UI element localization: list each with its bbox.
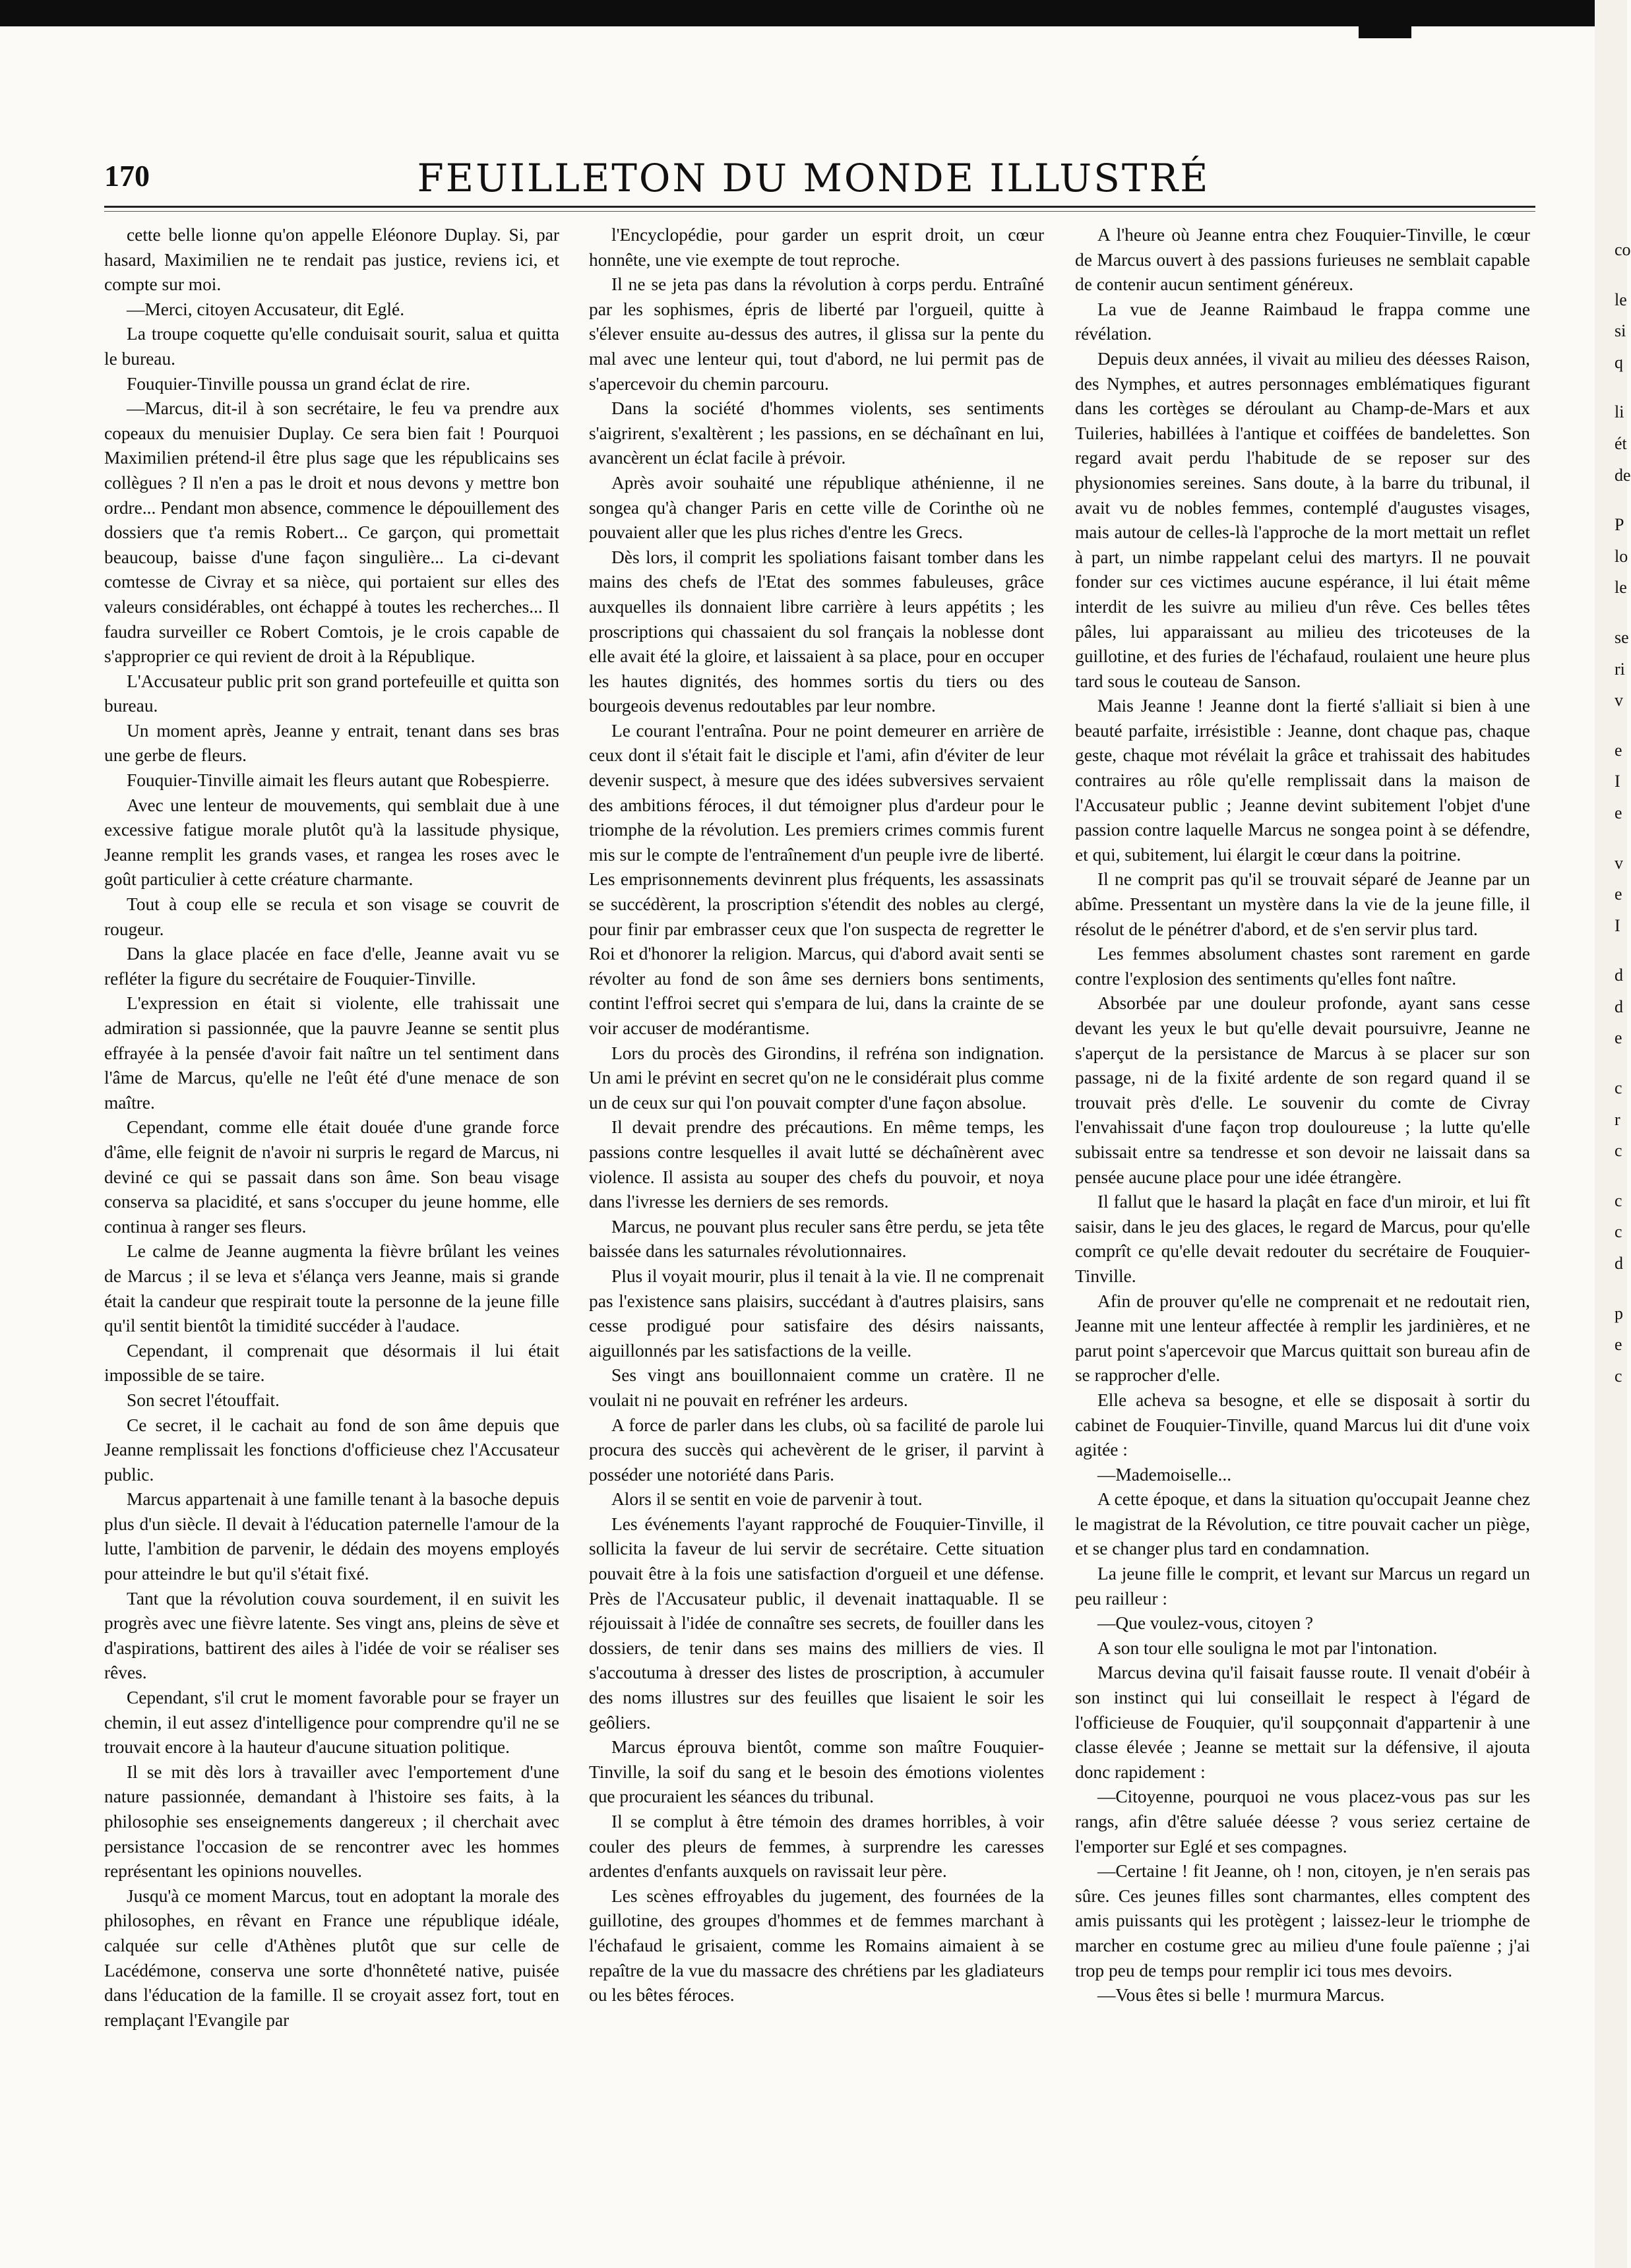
paragraph: Avec une lenteur de mouvements, qui semblait due à une excessive fatigue morale plutôt qu'à la lassitude physique, Jeanne remplit les grands vases, et rangea les roses avec le goût particulier à cette créature charmante.: [104, 795, 559, 890]
paragraph: Cependant, comme elle était douée d'une grande force d'âme, elle feignit de n'avoir ni surpris le regard de Marcus, ni deviné ce qui se passait dans son âme. Son beau visage conserva sa placidité, et sans s'occuper du jeune homme, elle continua à ranger ses fleurs.: [104, 1117, 559, 1237]
margin-fragment: I: [1615, 772, 1620, 791]
margin-fragment: v: [1615, 853, 1623, 873]
margin-fragment: e: [1615, 1335, 1622, 1355]
margin-fragment: se: [1615, 627, 1629, 647]
text-column-3: [1075, 223, 1530, 2008]
margin-fragment: c: [1615, 1366, 1622, 1386]
paragraph: —Mademoiselle...: [1097, 1464, 1232, 1485]
paragraph: Il devait prendre des précautions. En même temps, les passions contre lesquelles il avait lutté se déchaînèrent avec violence. Il assista au souper des chefs du pouvoir, et noya dans l'ivresse les derniers de ses remords.: [589, 1117, 1044, 1212]
paragraph: Les scènes effroyables du jugement, des fournées de la guillotine, des groupes d'hommes et de femmes marchant à l'échafaud le grisaient, comme les Romains aimaient à se repaître de la vue du massacre des chrétiens par les gladiateurs ou les bêtes féroces.: [589, 1885, 1044, 2006]
paragraph: Après avoir souhaité une république athénienne, il ne songea qu'à changer Paris en cette ville de Corinthe où ne pouvaient aller que les plus riches d'entre les Grecs.: [589, 472, 1044, 543]
header-rule-thin: [104, 211, 1535, 212]
paragraph: A son tour elle souligna le mot par l'intonation.: [1097, 1638, 1438, 1658]
paragraph: —Que voulez-vous, citoyen ?: [1097, 1613, 1314, 1634]
paragraph: Lors du procès des Girondins, il refréna son indignation. Un ami le prévint en secret qu'on ne le considérait plus comme un de ceux sur qui l'on pouvait compter d'une façon absolue.: [589, 1043, 1044, 1113]
paragraph: Le courant l'entraîna. Pour ne point demeurer en arrière de ceux dont il s'était fait le disciple et l'ami, afin d'éviter de leur devenir suspect, à mesure que des idées subversives servaient des ambitions féroces, il dut témoigner plus d'ardeur pour le triomphe de la révolution. Les premiers crimes commis furent mis sur le compte de l'entraînement d'un peuple ivre de liberté. Les emprisonnements devinrent plus fréquents, les assassinats se succédèrent, la proscription s'étendit des nobles au clergé, pour finir par embrasser ceux que l'on suspecta de regretter le Roi et d'honorer la religion. Marcus, qui d'abord avait senti se révolter au fond de son âme ses derniers bons sentiments, contint l'effroi secret qui s'empara de lui, dans la crainte de se voir accuser de modérantisme.: [589, 720, 1044, 1038]
text-column-2: [589, 223, 1044, 2008]
paragraph: Fouquier-Tinville aimait les fleurs autant que Robespierre.: [127, 770, 550, 791]
margin-fragment: e: [1615, 740, 1622, 760]
paragraph: Fouquier-Tinville poussa un grand éclat de rire.: [127, 373, 471, 394]
paragraph: Plus il voyait mourir, plus il tenait à la vie. Il ne comprenait pas l'existence sans plaisirs, succédant à d'autres plaisirs, sans cesse prodigué pour satisfaire des désirs naissants, aiguillonnés par les satisfactions de la veille.: [589, 1266, 1044, 1361]
paragraph: La troupe coquette qu'elle conduisait sourit, salua et quitta le bureau.: [104, 324, 559, 369]
paragraph: Marcus appartenait à une famille tenant à la basoche depuis plus d'un siècle. Il devait à l'éducation paternelle l'amour de la lutte, l'ambition de parvenir, le dédain des moyens employés pour atteindre le but qu'il s'était fixé.: [104, 1489, 559, 1584]
margin-fragment: r: [1615, 1109, 1620, 1129]
paragraph: Depuis deux années, il vivait au milieu des déesses Raison, des Nymphes, et autres personnages emblématiques figurant dans les cortèges se déroulant au Champ-de-Mars et aux Tuileries, habillées à l'antique et coiffées de bandelettes. Son regard avait perdu l'habitude de se reposer sur des physionomies sereines. Sans doute, à la barre du tribunal, il avait vu de nobles femmes, contemplé d'augustes visages, mais autour de celles-là l'approche de la mort mettait un reflet à part, un nimbe rappelant celui des martyrs. Il ne pouvait fonder sur ces victimes aucune espérance, il lui était même interdit de les suivre au milieu d'un rêve. Ces belles têtes pâles, lui apparaissant au milieu des tricoteuses de la guillotine, et des furies de l'échafaud, roulaient une heure plus tard sous le couteau de Sanson.: [1075, 348, 1530, 691]
paragraph: Afin de prouver qu'elle ne comprenait et ne redoutait rien, Jeanne mit une lenteur affectée à remplir les jardinières, et ne parut point s'apercevoir que Marcus quittait son bureau afin de se rapprocher d'elle.: [1075, 1291, 1530, 1386]
paragraph: —Merci, citoyen Accusateur, dit Eglé.: [127, 299, 405, 319]
paragraph: Il se mit dès lors à travailler avec l'emportement d'une nature passionnée, demandant à l'histoire ses faits, à la philosophie ses enseignements dangereux ; il cherchait avec persistance l'occasion de se rencontrer avec les hommes représentant les opinions nouvelles.: [104, 1762, 559, 1882]
paragraph: L'expression en était si violente, elle trahissait une admiration si passionnée, que la pauvre Jeanne se sentit plus effrayée à la pensée d'avoir fait naître un tel sentiment dans l'âme de Marcus, qu'elle ne l'eût été d'une menace de son maître.: [104, 993, 559, 1113]
paragraph: Ce secret, il le cachait au fond de son âme depuis que Jeanne remplissait les fonctions d'officieuse chez l'Accusateur public.: [104, 1415, 559, 1485]
paragraph: Les femmes absolument chastes sont rarement en garde contre l'explosion des sentiments qu'elles font naître.: [1075, 944, 1530, 989]
paragraph: La vue de Jeanne Raimbaud le frappa comme une révélation.: [1075, 299, 1530, 344]
margin-fragment: ri: [1615, 659, 1625, 679]
scan-top-notch: [1359, 0, 1411, 38]
text-column-1: [104, 223, 559, 2033]
paragraph: Son secret l'étouffait.: [127, 1390, 280, 1410]
paragraph: —Vous êtes si belle ! murmura Marcus.: [1097, 1985, 1385, 2006]
paragraph: Marcus éprouva bientôt, comme son maître Fouquier-Tinville, la soif du sang et le besoin des émotions violentes que procuraient les séances du tribunal.: [589, 1737, 1044, 1807]
paragraph: Jusqu'à ce moment Marcus, tout en adoptant la morale des philosophes, en rêvant en France une république idéale, calquée sur celle d'Athènes plutôt que sur celle de Lacédémone, conserva une sorte d'honnêteté native, puisée dans l'éducation de la famille. Il se croyait assez fort, tout en remplaçant l'Evangile par: [104, 1885, 559, 2030]
paragraph: A l'heure où Jeanne entra chez Fouquier-Tinville, le cœur de Marcus ouvert à des passions furieuses ne semblait capable de contenir aucun sentiment généreux.: [1075, 225, 1530, 295]
margin-fragment: e: [1615, 803, 1622, 822]
margin-fragment: c: [1615, 1222, 1622, 1242]
paragraph: Alors il se sentit en voie de parvenir à tout.: [611, 1489, 923, 1510]
paragraph: l'Encyclopédie, pour garder un esprit droit, un cœur honnête, une vie exempte de tout reproche.: [589, 225, 1044, 270]
margin-fragment: le: [1615, 290, 1627, 309]
paragraph: Tout à coup elle se recula et son visage se couvrit de rougeur.: [104, 894, 559, 939]
margin-fragment: p: [1615, 1303, 1623, 1323]
margin-fragment: I: [1615, 915, 1620, 935]
margin-fragment: c: [1615, 1141, 1622, 1161]
paragraph: Marcus devina qu'il faisait fausse route. Il venait d'obéir à son instinct qui lui conseillait le respect à l'égard de l'officieuse de Fouquier, qu'il soupçonnait d'appartenir à une classe élevée ; Jeanne se mettait sur la défensive, il ajouta donc rapidement :: [1075, 1663, 1530, 1782]
paragraph: Cependant, s'il crut le moment favorable pour se frayer un chemin, il eut assez d'intelligence pour comprendre qu'il ne se trouvait encore à la hauteur d'aucune situation politique.: [104, 1688, 559, 1758]
margin-fragment: co: [1615, 240, 1631, 259]
paragraph: Le calme de Jeanne augmenta la fièvre brûlant les veines de Marcus ; il se leva et s'élança vers Jeanne, mais si grande était la candeur que respirait toute la personne de la jeune fille qu'il sentit bientôt la timidité succéder à l'audace.: [104, 1241, 559, 1336]
margin-fragment: d: [1615, 996, 1623, 1016]
paragraph: L'Accusateur public prit son grand portefeuille et quitta son bureau.: [104, 671, 559, 716]
paragraph: Il se complut à être témoin des drames horribles, à voir couler des pleurs de femmes, à surprendre les caresses ardentes d'enfants auxquels on ravissait leur père.: [589, 1812, 1044, 1882]
paragraph: Il ne se jeta pas dans la révolution à corps perdu. Entraîné par les sophismes, épris de liberté par l'orgueil, quitte à s'élever ensuite au-dessus des autres, il glissa sur la pente du mal avec une lenteur qui, tout d'abord, ne lui permit pas de s'apercevoir du chemin parcouru.: [589, 274, 1044, 394]
header-rule: [104, 206, 1535, 208]
facing-page-fragments: [1615, 237, 1631, 1413]
margin-fragment: c: [1615, 1078, 1622, 1098]
paragraph: Dans la glace placée en face d'elle, Jeanne avait vu se refléter la figure du secrétaire de Fouquier-Tinville.: [104, 944, 559, 989]
margin-fragment: c: [1615, 1190, 1622, 1210]
margin-fragment: le: [1615, 578, 1627, 598]
paragraph: Il fallut que le hasard la plaçât en face d'un miroir, et lui fît saisir, dans le jeu des glaces, le regard de Marcus, pour qu'elle comprît ce qu'elle devait redouter du secrétaire de Fouquier-Tinville.: [1075, 1192, 1530, 1286]
paragraph: Tant que la révolution couva sourdement, il en suivit les progrès avec une fièvre latente. Ses vingt ans, pleins de sève et d'aspirations, battirent des ailes à l'idée de voir se réaliser ses rêves.: [104, 1588, 559, 1683]
margin-fragment: d: [1615, 965, 1623, 985]
margin-fragment: q: [1615, 352, 1623, 372]
page-title: FEUILLETON DU MONDE ILLUSTRÉ: [417, 156, 1210, 200]
margin-fragment: lo: [1615, 546, 1628, 566]
paragraph: La jeune fille le comprit, et levant sur Marcus un regard un peu railleur :: [1075, 1564, 1530, 1609]
paragraph: Cependant, il comprenait que désormais il lui était impossible de se taire.: [104, 1340, 559, 1386]
margin-fragment: v: [1615, 690, 1623, 710]
paragraph: A cette époque, et dans la situation qu'occupait Jeanne chez le magistrat de la Révolution, ce titre pouvait cacher un piège, et se changer plus tard en condamnation.: [1075, 1489, 1530, 1559]
paragraph: —Marcus, dit-il à son secrétaire, le feu va prendre aux copeaux du menuisier Duplay. Ce sera bien fait ! Pourquoi Maximilien prétend-il être plus sage que les républicains ses collègues ? Il n'en a pas le droit et nous devons y mettre bon ordre... Pendant mon absence, commence le dépouillement des dossiers que t'a remis Robert... Ce garçon, qui promettait beaucoup, baisse d'une façon singulière... La ci-devant comtesse de Civray et sa nièce, qui portaient sur elles des valeurs considérables, ont échappé à toutes les recherches... Il faudra surveiller ce Robert Comtois, je le crois capable de s'approprier ce qui revient de droit à la République.: [104, 398, 559, 667]
paragraph: Ses vingt ans bouillonnaient comme un cratère. Il ne voulait ni ne pouvait en refréner les ardeurs.: [589, 1365, 1044, 1410]
paragraph: Mais Jeanne ! Jeanne dont la fierté s'alliait si bien à une beauté parfaite, irrésistible : Jeanne, dont chaque pas, chaque geste, chaque mot révélait la grâce et trahissait des habitudes contraires au rôle qu'elle remplissait dans la maison de l'Accusateur public ; Jeanne devint subitement l'objet d'une passion contre laquelle Marcus ne songea point à se défendre, et qui, subitement, lui élargit le cœur dans la poitrine.: [1075, 696, 1530, 865]
page-number: 170: [104, 159, 150, 193]
margin-fragment: li: [1615, 402, 1624, 422]
margin-fragment: e: [1615, 1028, 1622, 1048]
margin-fragment: si: [1615, 321, 1626, 341]
paragraph: Dès lors, il comprit les spoliations faisant tomber dans les mains des chefs de l'Etat des sommes fabuleuses, grâce auxquelles ils donnaient libre carrière à leurs appétits ; les proscriptions qui chassaient du sol français la noblesse dont elle avait été la gloire, et laissaient à sa place, pour en occuper les hautes dignités, des hommes sortis du tiers ou des bourgeois devenus redoutables par leur nombre.: [589, 547, 1044, 716]
margin-fragment: P: [1615, 515, 1624, 535]
paragraph: cette belle lionne qu'on appelle Eléonore Duplay. Si, par hasard, Maximilien ne te rendait pas justice, reviens ici, et compte sur moi.: [104, 225, 559, 295]
margin-fragment: de: [1615, 465, 1631, 485]
margin-fragment: d: [1615, 1254, 1623, 1273]
paragraph: Un moment après, Jeanne y entrait, tenant dans ses bras une gerbe de fleurs.: [104, 720, 559, 766]
paragraph: Dans la société d'hommes violents, ses sentiments s'aigrirent, s'exaltèrent ; les passions, en se déchaînant en lui, avancèrent un éclat facile à prévoir.: [589, 398, 1044, 468]
paragraph: —Citoyenne, pourquoi ne vous placez-vous pas sur les rangs, afin d'être saluée déesse ? vous seriez certaine de l'emporter sur Eglé et ses compagnes.: [1075, 1787, 1530, 1856]
paragraph: Absorbée par une douleur profonde, ayant sans cesse devant les yeux le but qu'elle devait poursuivre, Jeanne ne s'aperçut de la persistance de Marcus à se placer sur son passage, ni de la fixité ardente de son regard quand il se trouvait près d'elle. Le souvenir du comte de Civray l'envahissait d'une façon trop douloureuse ; la lutte qu'elle subissait entre sa tendresse et son devoir ne laissait dans sa pensée aucune place pour une idée étrangère.: [1075, 993, 1530, 1187]
paragraph: Il ne comprit pas qu'il se trouvait séparé de Jeanne par un abîme. Pressentant un mystère dans la vie de la jeune fille, il résolut de le pénétrer d'abord, et de s'en servir plus tard.: [1075, 869, 1530, 939]
paragraph: A force de parler dans les clubs, où sa facilité de parole lui procura des succès qui achevèrent de le griser, il parvint à posséder une notoriété dans Paris.: [589, 1415, 1044, 1485]
paragraph: —Certaine ! fit Jeanne, oh ! non, citoyen, je n'en serais pas sûre. Ces jeunes filles sont charmantes, elles comptent des amis puissants qui les protègent ; laissez-leur le triomphe de marcher en costume grec au milieu d'une foule païenne ; j'ai trop peu de temps pour remplir ici tous mes devoirs.: [1075, 1861, 1530, 1980]
paragraph: Marcus, ne pouvant plus reculer sans être perdu, se jeta tête baissée dans les saturnales révolutionnaires.: [589, 1216, 1044, 1262]
paragraph: Les événements l'ayant rapproché de Fouquier-Tinville, il sollicita la faveur de lui servir de secrétaire. Cette situation pouvait être à la fois une satisfaction d'orgueil et une défense. Près de l'Accusateur public, il devenait inattaquable. Il se réjouissait à l'idée de connaître ses secrets, de fouiller dans les dossiers, de tenir dans ses mains des milliers de vies. Il s'accoutuma à dresser des listes de proscription, à accumuler des noms illustres sur des feuilles que lisaient le soir les geôliers.: [589, 1514, 1044, 1732]
paragraph: Elle acheva sa besogne, et elle se disposait à sortir du cabinet de Fouquier-Tinville, quand Marcus lui dit d'une voix agitée :: [1075, 1390, 1530, 1460]
margin-fragment: ét: [1615, 433, 1627, 453]
margin-fragment: e: [1615, 884, 1622, 904]
